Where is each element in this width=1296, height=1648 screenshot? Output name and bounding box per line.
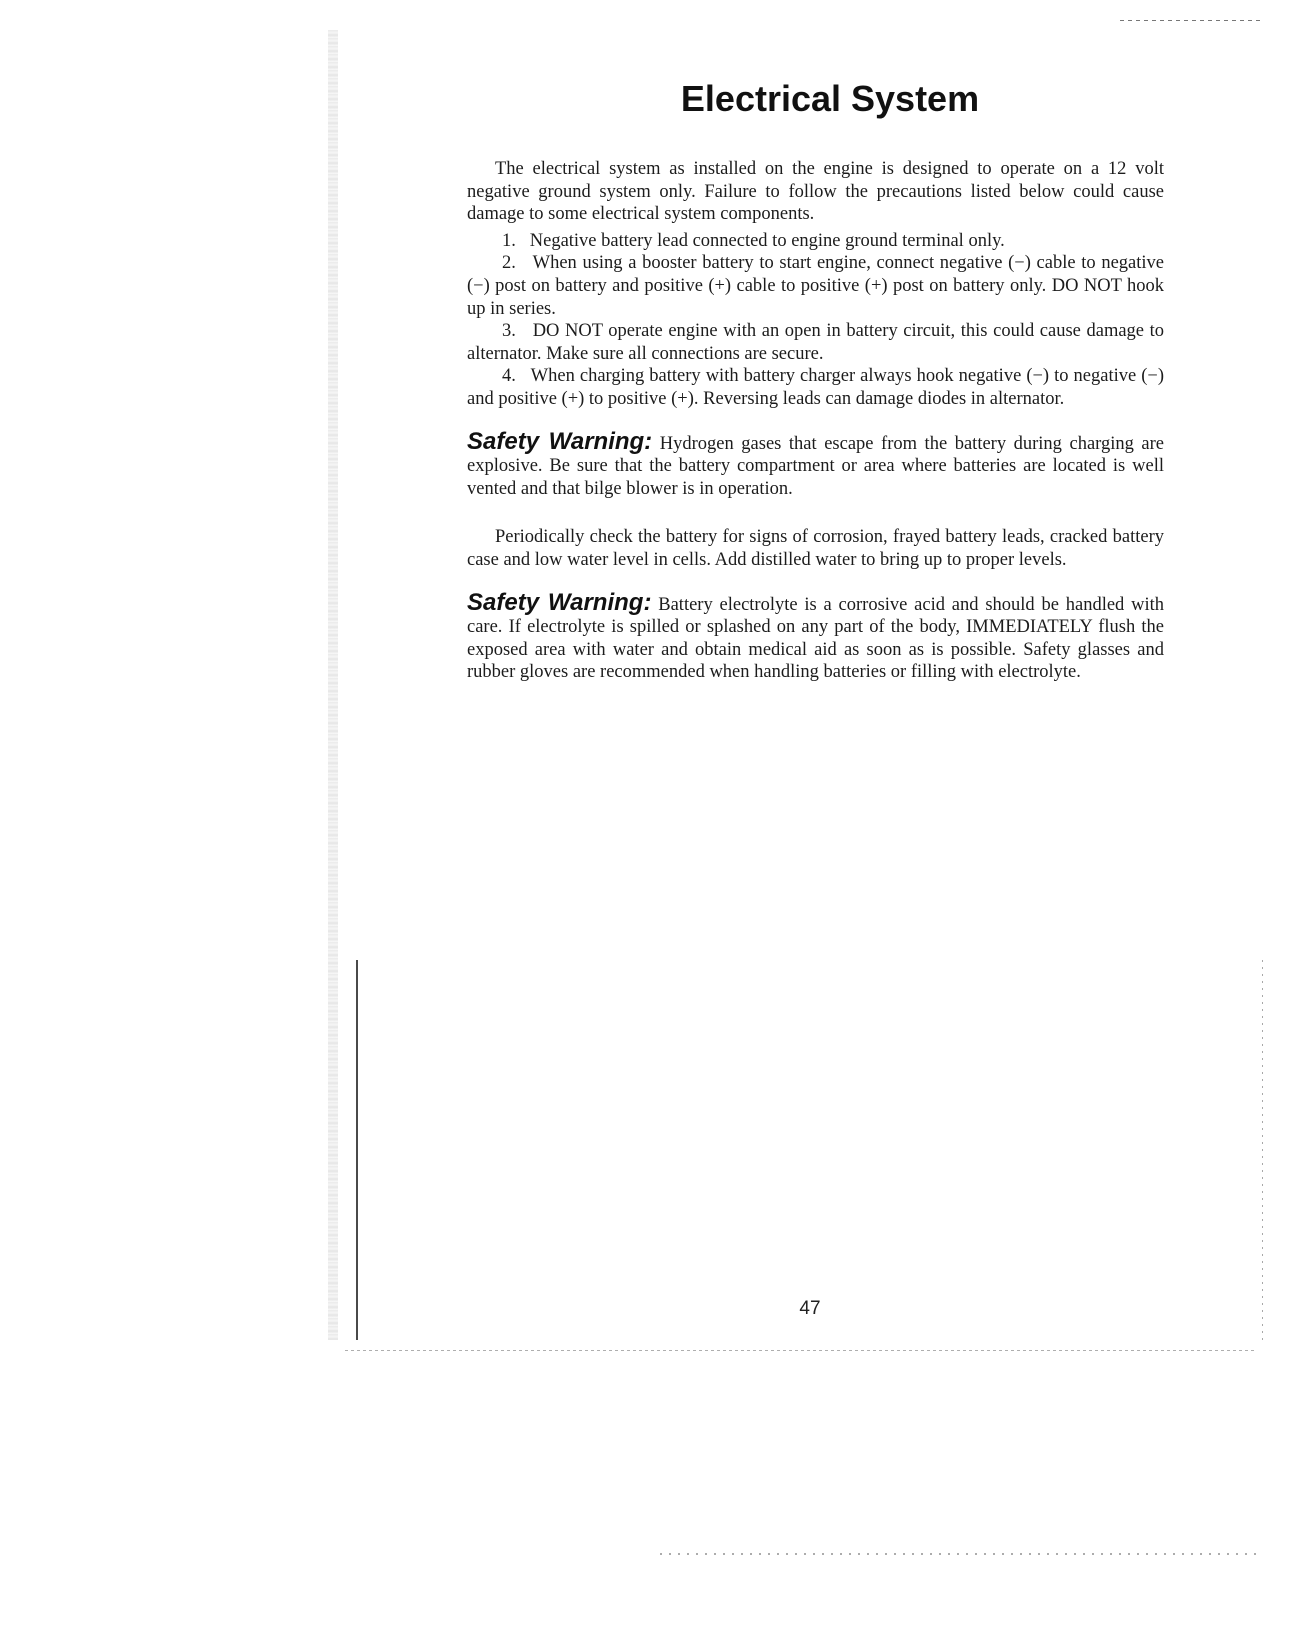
precaution-text: When charging battery with battery charger always hook negative (−) to negative (−) and positive (+) to positive (+). Reversing leads can damage diodes in alternator. [467,366,1164,409]
precaution-item-2 [467,252,1164,320]
scan-edge-shading [328,30,338,1340]
precaution-number: 1. [502,230,516,251]
precaution-number: 3. [502,321,516,342]
precaution-item-1 [467,230,1164,253]
precaution-item-3 [467,320,1164,365]
page-number: 47 [799,1298,821,1319]
precaution-number: 2. [502,253,516,274]
warning-heading: Safety Warning: [467,588,652,616]
precaution-text: Negative battery lead connected to engine ground terminal only. [529,230,1005,251]
scan-lower-dots [660,1553,1260,1555]
warning-heading: Safety Warning: [467,427,653,455]
page-content [467,158,1164,684]
safety-warning-electrolyte [467,588,1164,684]
scan-left-border [356,960,358,1340]
precaution-text: When using a booster battery to start engine, connect negative (−) cable to negative (−) post on battery and positive (+) cable to positive (+) post on battery only. DO NOT hook up in series. [467,253,1165,319]
warning-text: Battery electrolyte is a corrosive acid and should be handled with care. If electrolyte is spilled or splashed on any part of the body, IMMEDIATELY flush the exposed area with water and obtain medical aid as soon as is possible. Safety glasses and rubber gloves are recommended when handling batteries or filling with electrolyte. [467,594,1164,683]
maintenance-paragraph: Periodically check the battery for signs of corrosion, frayed battery leads, cracked battery case and low water level in cells. Add distilled water to bring up to proper levels. [467,527,1164,570]
precaution-number: 4. [502,366,516,387]
precaution-text: DO NOT operate engine with an open in battery circuit, this could cause damage to alternator. Make sure all connections are secure. [467,321,1164,364]
scan-top-mark [1120,20,1260,21]
scan-right-border [1262,960,1263,1340]
precaution-item-4 [467,365,1164,410]
intro-paragraph: The electrical system as installed on the engine is designed to operate on a 12 volt negative ground system only. Failure to follow the precautions listed below could cause damage to some electrical system components. [467,159,1164,225]
scan-bottom-border [345,1350,1255,1351]
warning-text: Hydrogen gases that escape from the battery during charging are explosive. Be sure that the battery compartment or area where batteries are located is well vented and that bilge blower is in operation. [467,433,1165,499]
page-title: Electrical System [680,78,980,119]
safety-warning-hydrogen [467,427,1165,501]
